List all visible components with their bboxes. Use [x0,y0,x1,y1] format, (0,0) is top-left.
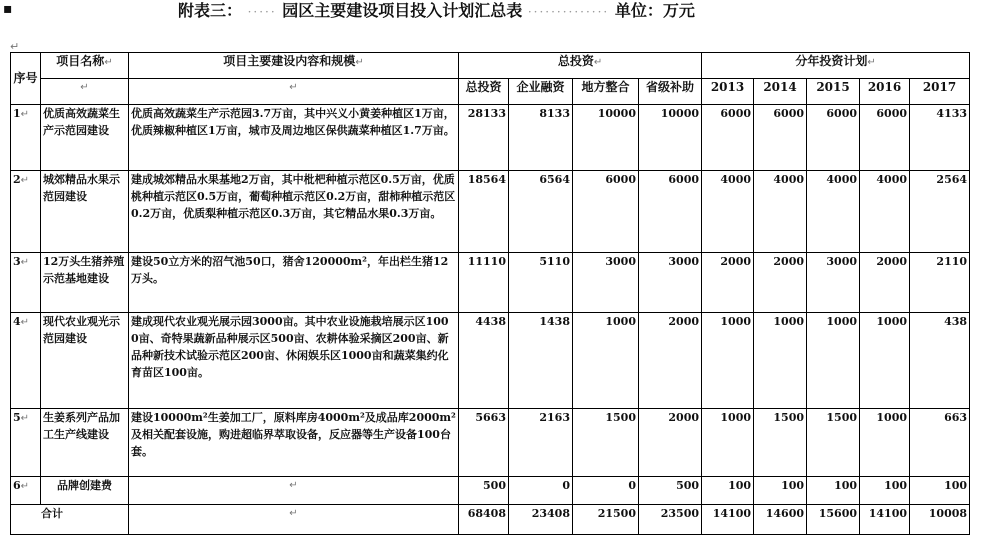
header-content-blank: ↵ [129,79,459,105]
row-content: 建成城郊精品水果基地2万亩，其中枇杷种植示范区0.5万亩，优质桃种植示范区0.5万亩，葡萄种植示范区0.2万亩，甜柿种植示范区0.2万亩，优质梨种植示范区0.3万亩，其它精品水果0.3万亩。 [129,171,459,253]
row-2014: 1000 [754,313,807,409]
title-dots-right: ·············· [527,5,610,19]
row-seq [11,171,41,253]
total-label: 合计 [11,505,129,535]
row-2013: 1000 [702,409,754,477]
row-provincial: 6000 [639,171,702,253]
row-provincial: 3000 [639,253,702,313]
row-2016: 1000 [860,313,910,409]
row-seq [11,409,41,477]
paragraph-mark: ↵ [355,57,364,68]
total-provincial: 23500 [639,505,702,535]
header-name-label: 项目名称 [56,54,105,68]
row-name: 12万头生猪养殖示范基地建设 [41,253,129,313]
row-2016: 6000 [860,105,910,171]
row-seq-text: 5 [13,411,21,424]
header-year-2014: 2014 [754,79,807,105]
paragraph-mark: ↵ [20,257,30,268]
row-enterprise: 6564 [509,171,573,253]
header-annual-group-label: 分年投资计划 [795,54,868,68]
header-sub-provincial: 省级补助 [639,79,702,105]
paragraph-mark: ↵ [20,109,30,120]
row-2014: 100 [754,477,807,505]
row-enterprise: 2163 [509,409,573,477]
total-2015: 15600 [807,505,860,535]
row-seq-text: 6 [13,479,21,492]
list-bullet: ▪ [3,1,13,17]
row-provincial: 2000 [639,409,702,477]
row-total: 28133 [459,105,509,171]
row-2015: 3000 [807,253,860,313]
row-name: 优质高效蔬菜生产示范园建设 [41,105,129,171]
paragraph-mark: ↵ [20,175,30,186]
table-row [11,409,970,477]
row-provincial: 10000 [639,105,702,171]
row-2017: 438 [910,313,970,409]
row-seq [11,313,41,409]
row-content: 建成现代农业观光展示园3000亩。其中农业设施栽培展示区1000亩、奇特果蔬新品种展示区500亩、农耕体验采摘区200亩、新品种新技术试验示范区200亩、休闲娱乐区1000亩和蔬菜集约化育苗区100亩。 [129,313,459,409]
row-content: 优质高效蔬菜生产示范园3.7万亩，其中兴义小黄姜种植区1万亩，优质辣椒种植区1万亩，城市及周边地区保供蔬菜种植区1.7万亩。 [129,105,459,171]
title-dots-left: ····· [247,5,277,19]
header-year-2015: 2015 [807,79,860,105]
row-content: ↵ [129,477,459,505]
row-seq-text: 4 [13,315,21,328]
row-total: 11110 [459,253,509,313]
total-2014: 14600 [754,505,807,535]
row-seq-text: 3 [13,255,21,268]
total-2016: 14100 [860,505,910,535]
row-2017: 663 [910,409,970,477]
header-content [129,53,459,79]
header-row-2 [11,79,970,105]
row-local: 10000 [573,105,639,171]
total-local: 21500 [573,505,639,535]
row-name: 生姜系列产品加工生产线建设 [41,409,129,477]
header-name-blank: ↵ [41,79,129,105]
row-2014: 4000 [754,171,807,253]
row-seq [11,105,41,171]
header-total-group-label: 总投资 [557,54,594,68]
row-2014: 1500 [754,409,807,477]
row-local: 1500 [573,409,639,477]
row-total: 4438 [459,313,509,409]
header-row-1 [11,53,970,79]
row-total: 18564 [459,171,509,253]
header-sub-enterprise: 企业融资 [509,79,573,105]
row-2016: 2000 [860,253,910,313]
row-content: 建设50立方米的沼气池50口，猪舍120000m²，年出栏生猪12万头。 [129,253,459,313]
paragraph-mark: ↵ [10,40,20,53]
total-row [11,505,970,535]
row-local: 1000 [573,313,639,409]
table-row [11,313,970,409]
row-enterprise: 1438 [509,313,573,409]
title-prefix: 附表三： [178,1,243,20]
row-name: 城郊精品水果示范园建设 [41,171,129,253]
row-2013: 4000 [702,171,754,253]
row-2017: 4133 [910,105,970,171]
total-content-blank: ↵ [129,505,459,535]
table-row [11,477,970,505]
row-2017: 2564 [910,171,970,253]
row-2015: 1500 [807,409,860,477]
header-annual-group [702,53,970,79]
title-main: 园区主要建设项目投入计划汇总表 [282,1,523,20]
row-seq [11,253,41,313]
row-provincial: 2000 [639,313,702,409]
row-2016: 1000 [860,409,910,477]
header-content-label: 项目主要建设内容和规模 [223,54,356,68]
header-year-2017: 2017 [910,79,970,105]
row-2013: 6000 [702,105,754,171]
row-seq [11,477,41,505]
row-2017: 2110 [910,253,970,313]
row-local: 3000 [573,253,639,313]
row-2016: 100 [860,477,910,505]
row-2015: 100 [807,477,860,505]
row-2015: 1000 [807,313,860,409]
row-enterprise: 0 [509,477,573,505]
row-2013: 1000 [702,313,754,409]
paragraph-mark: ↵ [593,57,603,68]
paragraph-mark: ↵ [20,481,30,492]
page-title [178,1,695,22]
header-year-2013: 2013 [702,79,754,105]
row-2013: 100 [702,477,754,505]
header-sub-local: 地方整合 [573,79,639,105]
row-local: 6000 [573,171,639,253]
row-local: 0 [573,477,639,505]
row-2015: 6000 [807,105,860,171]
investment-table [10,52,970,535]
total-enterprise: 23408 [509,505,573,535]
header-name [41,53,129,79]
table-row [11,171,970,253]
paragraph-mark: ↵ [867,57,876,68]
header-year-2016: 2016 [860,79,910,105]
paragraph-mark: ↵ [20,317,30,328]
row-seq-text: 1 [13,107,21,120]
row-name: 现代农业观光示范园建设 [41,313,129,409]
row-2014: 6000 [754,105,807,171]
header-sub-total: 总投资 [459,79,509,105]
row-2014: 2000 [754,253,807,313]
header-seq: 序号 [11,53,41,105]
row-2016: 4000 [860,171,910,253]
row-seq-text: 2 [13,173,21,186]
row-2017: 100 [910,477,970,505]
row-content: 建设10000m²生姜加工厂，原料库房4000m²及成品库2000m²及相关配套设施，购进超临界萃取设备，反应器等生产设备100台套。 [129,409,459,477]
title-unit: 单位：万元 [614,1,695,20]
row-name: 品牌创建费 [41,477,129,505]
paragraph-mark: ↵ [20,413,30,424]
row-enterprise: 8133 [509,105,573,171]
row-total: 500 [459,477,509,505]
paragraph-mark: ↵ [104,57,113,68]
total-2013: 14100 [702,505,754,535]
row-2015: 4000 [807,171,860,253]
row-provincial: 500 [639,477,702,505]
row-total: 5663 [459,409,509,477]
row-2013: 2000 [702,253,754,313]
row-enterprise: 5110 [509,253,573,313]
table-row [11,105,970,171]
header-total-group [459,53,702,79]
total-total: 68408 [459,505,509,535]
table-row [11,253,970,313]
total-2017: 10008 [910,505,970,535]
